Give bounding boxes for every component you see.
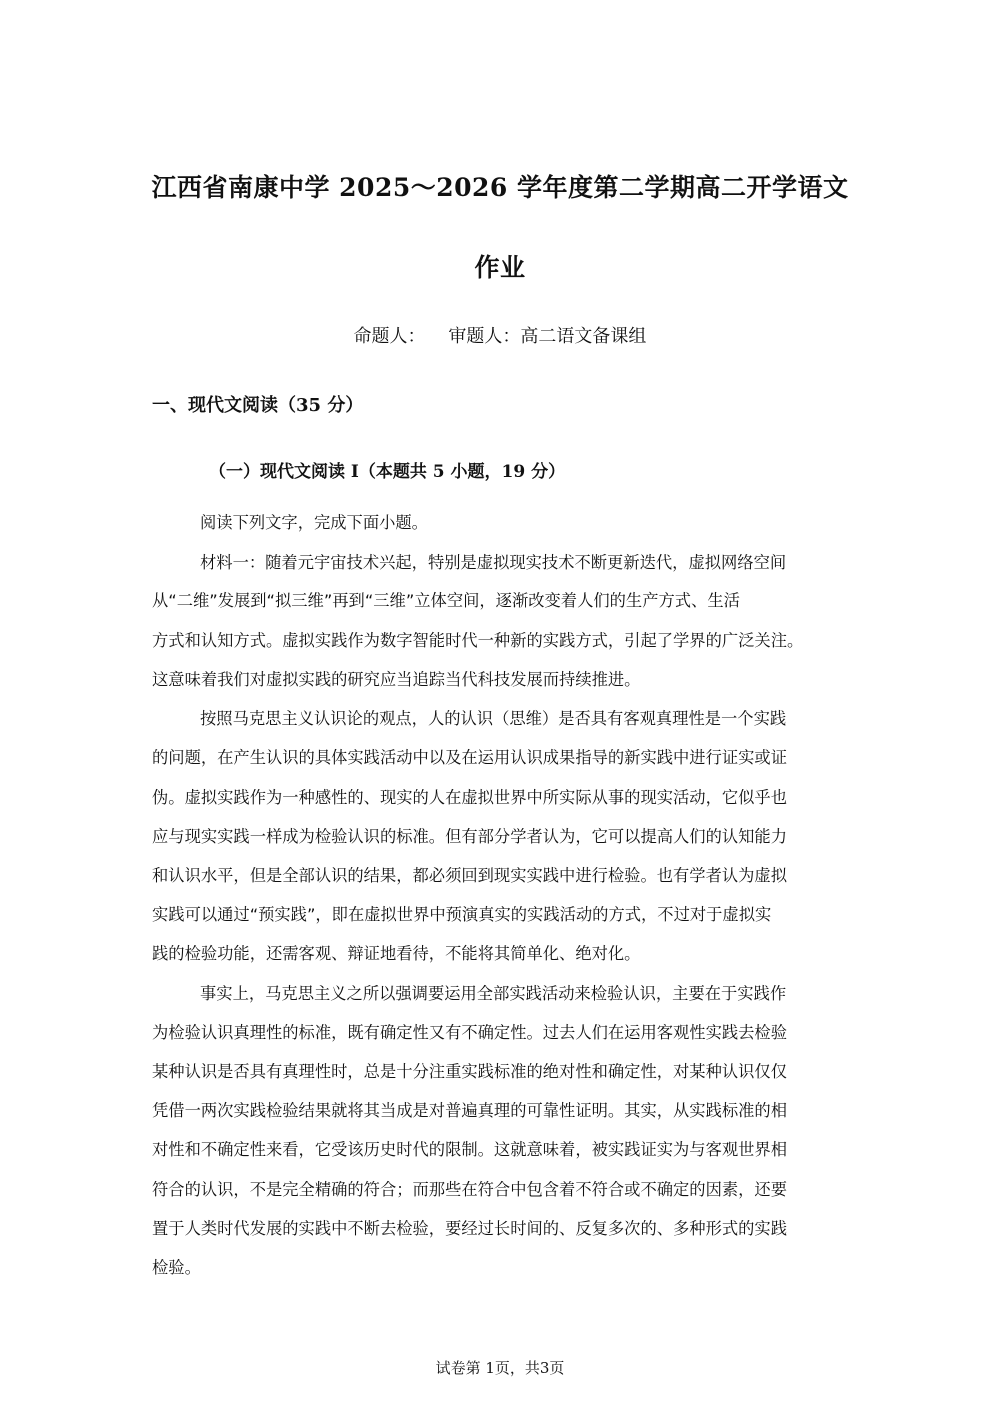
authors-line: 命题人： 审题人：高二语文备课组 xyxy=(353,326,647,347)
section-heading: 一、现代文阅读（35 分） xyxy=(152,395,364,416)
paragraph-line: 事实上，马克思主义之所以强调要运用全部实践活动来检验认识，主要在于实践作 xyxy=(200,984,787,1003)
document-title: 江西省南康中学 2025～2026 学年度第二学期高二开学语文 xyxy=(151,173,849,202)
paragraph-line: 这意味着我们对虚拟实践的研究应当追踪当代科技发展而持续推进。 xyxy=(152,670,641,689)
paragraph-line: 检验。 xyxy=(152,1258,201,1277)
paragraph-line: 为检验认识真理性的标准，既有确定性又有不确定性。过去人们在运用客观性实践去检验 xyxy=(152,1023,787,1042)
document-title-continued: 作业 xyxy=(474,253,526,282)
paragraph-line: 凭借一两次实践检验结果就将其当成是对普遍真理的可靠性证明。其实，从实践标准的相 xyxy=(152,1101,787,1120)
page-footer: 试卷第 1页，共3页 xyxy=(435,1359,565,1377)
paragraph-line: 符合的认识，不是完全精确的符合；而那些在符合中包含着不符合或不确定的因素，还要 xyxy=(152,1180,787,1199)
paragraph-line: 从“二维”发展到“拟三维”再到“三维”立体空间，逐渐改变着人们的生产方式、生活 xyxy=(152,591,740,610)
paragraph-line: 的问题，在产生认识的具体实践活动中以及在运用认识成果指导的新实践中进行证实或证 xyxy=(152,748,787,767)
paragraph-line: 践的检验功能，还需客观、辩证地看待，不能将其简单化、绝对化。 xyxy=(152,944,641,963)
paragraph-line: 和认识水平，但是全部认识的结果，都必须回到现实实践中进行检验。也有学者认为虚拟 xyxy=(152,866,787,885)
paragraph-line: 实践可以通过“预实践”，即在虚拟世界中预演真实的实践活动的方式，不过对于虚拟实 xyxy=(152,905,772,924)
instruction-text: 阅读下列文字，完成下面小题。 xyxy=(200,513,428,532)
paragraph-line: 材料一：随着元宇宙技术兴起，特别是虚拟现实技术不断更新迭代，虚拟网络空间 xyxy=(200,553,787,572)
paragraph-line: 置于人类时代发展的实践中不断去检验，要经过长时间的、反复多次的、多种形式的实践 xyxy=(152,1219,787,1238)
paragraph-line: 应与现实实践一样成为检验认识的标准。但有部分学者认为，它可以提高人们的认知能力 xyxy=(152,827,787,846)
paragraph-line: 伪。虚拟实践作为一种感性的、现实的人在虚拟世界中所实际从事的现实活动，它似乎也 xyxy=(152,788,787,807)
subsection-heading: （一）现代文阅读 I（本题共 5 小题，19 分） xyxy=(209,462,566,482)
paragraph-line: 按照马克思主义认识论的观点，人的认识（思维）是否具有客观真理性是一个实践 xyxy=(200,709,787,728)
paragraph-line: 方式和认知方式。虚拟实践作为数字智能时代一种新的实践方式，引起了学界的广泛关注。 xyxy=(152,631,804,650)
paragraph-line: 某种认识是否具有真理性时，总是十分注重实践标准的绝对性和确定性，对某种认识仅仅 xyxy=(152,1062,787,1081)
paragraph-line: 对性和不确定性来看，它受该历史时代的限制。这就意味着，被实践证实为与客观世界相 xyxy=(152,1140,787,1159)
